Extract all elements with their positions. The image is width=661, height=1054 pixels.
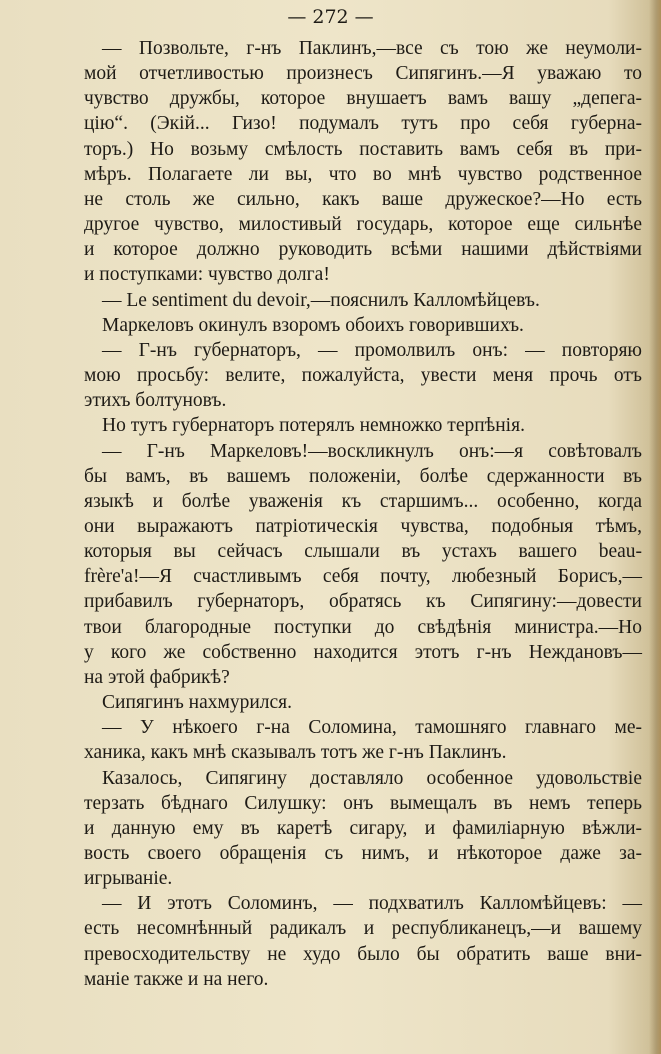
text-line: — Le sentiment du devoir,—пояснилъ Калломѣйцевъ.: [102, 289, 540, 311]
text-line: — Позвольте, г-нъ Паклинъ,—все съ тою же неумоли-: [102, 38, 642, 59]
text-line: — И этотъ Соломинъ, — подхватилъ Калломѣйцевъ: —: [102, 893, 642, 915]
text-line: торъ.) Но возьму смѣлость поставить вамъ себя въ при-: [84, 138, 642, 160]
text-line: другое чувство, милостивый государь, которое еще сильнѣе: [84, 214, 642, 236]
page-body-text: [84, 36, 642, 992]
text-line: мѣръ. Полагаете ли вы, что во мнѣ чувство родственное: [84, 163, 642, 185]
text-line: и данную ему въ каретѣ сигару, и фамиліарную вѣжли-: [84, 817, 642, 839]
text-line: Казалось, Сипягину доставляло особенное удовольствіе: [102, 767, 642, 789]
text-line: терзать бѣднаго Силушку: онъ вымещалъ въ немъ теперь: [84, 792, 642, 814]
text-line: и которое должно руководить всѣми нашими дѣйствіями: [84, 239, 642, 261]
text-line: они выражаютъ патріотическія чувства, подобныя тѣмъ,: [84, 515, 642, 537]
text-line: мою просьбу: велите, пожалуйста, увести меня прочь отъ: [84, 365, 642, 387]
text-line: на этой фабрикѣ?: [84, 666, 230, 688]
text-line: Но тутъ губернаторъ потерялъ немножко терпѣнія.: [102, 415, 525, 437]
text-line: цію“. (Экій... Гизо! подумалъ тутъ про себя губерна-: [84, 113, 642, 135]
page-edge: [649, 0, 661, 1054]
text-line: чувство дружбы, которое внушаетъ вамъ вашу „депега-: [84, 88, 642, 110]
text-line: Маркеловъ окинулъ взоромъ обоихъ говорившихъ.: [102, 314, 524, 336]
text-line: этихъ болтуновъ.: [84, 390, 227, 412]
text-line: которыя вы сейчасъ слышали въ устахъ вашего beau-: [84, 541, 642, 563]
text-line: маніе также и на него.: [84, 968, 269, 990]
text-line: мой отчетливостью произнесъ Сипягинъ.—Я уважаю то: [84, 63, 642, 85]
text-line: frère'a!—Я счастливымъ себя почту, любезный Борисъ,—: [84, 566, 642, 588]
text-line: и поступками: чувство долга!: [84, 264, 330, 286]
page-number: — 272 —: [287, 6, 374, 28]
text-line: превосходительству не худо было бы обратить ваше вни-: [84, 943, 642, 965]
text-line: — Г-нъ губернаторъ, — промолвилъ онъ: — повторяю: [102, 339, 642, 361]
text-line: ханика, какъ мнѣ сказывалъ тотъ же г-нъ Паклинъ.: [84, 742, 507, 764]
text-line: прибавилъ губернаторъ, обратясь къ Сипягину:—довести: [84, 591, 642, 613]
text-line: вость своего обращенія съ нимъ, и нѣкоторое даже за-: [84, 843, 642, 864]
text-line: Сипягинъ нахмурился.: [102, 692, 293, 714]
text-line: игрываніе.: [84, 868, 173, 890]
text-line: твои благородные поступки до свѣдѣнія министра.—Но: [84, 616, 642, 638]
text-line: не столь же сильно, какъ ваше дружеское?—Но есть: [84, 188, 642, 210]
text-line: есть несомнѣнный радикалъ и республиканецъ,—и вашему: [84, 918, 642, 940]
text-line: языкѣ и болѣе уваженія къ старшимъ... особенно, когда: [84, 490, 642, 512]
text-line: — Г-нъ Маркеловъ!—воскликнулъ онъ:—я совѣтовалъ: [102, 440, 642, 462]
text-line: — У нѣкоего г-на Соломина, тамошняго главнаго ме-: [102, 717, 642, 739]
text-line: у кого же собственно находится этотъ г-нъ Неждановъ—: [84, 641, 642, 663]
text-line: бы вамъ, въ вашемъ положеніи, болѣе сдержанности въ: [84, 465, 642, 487]
